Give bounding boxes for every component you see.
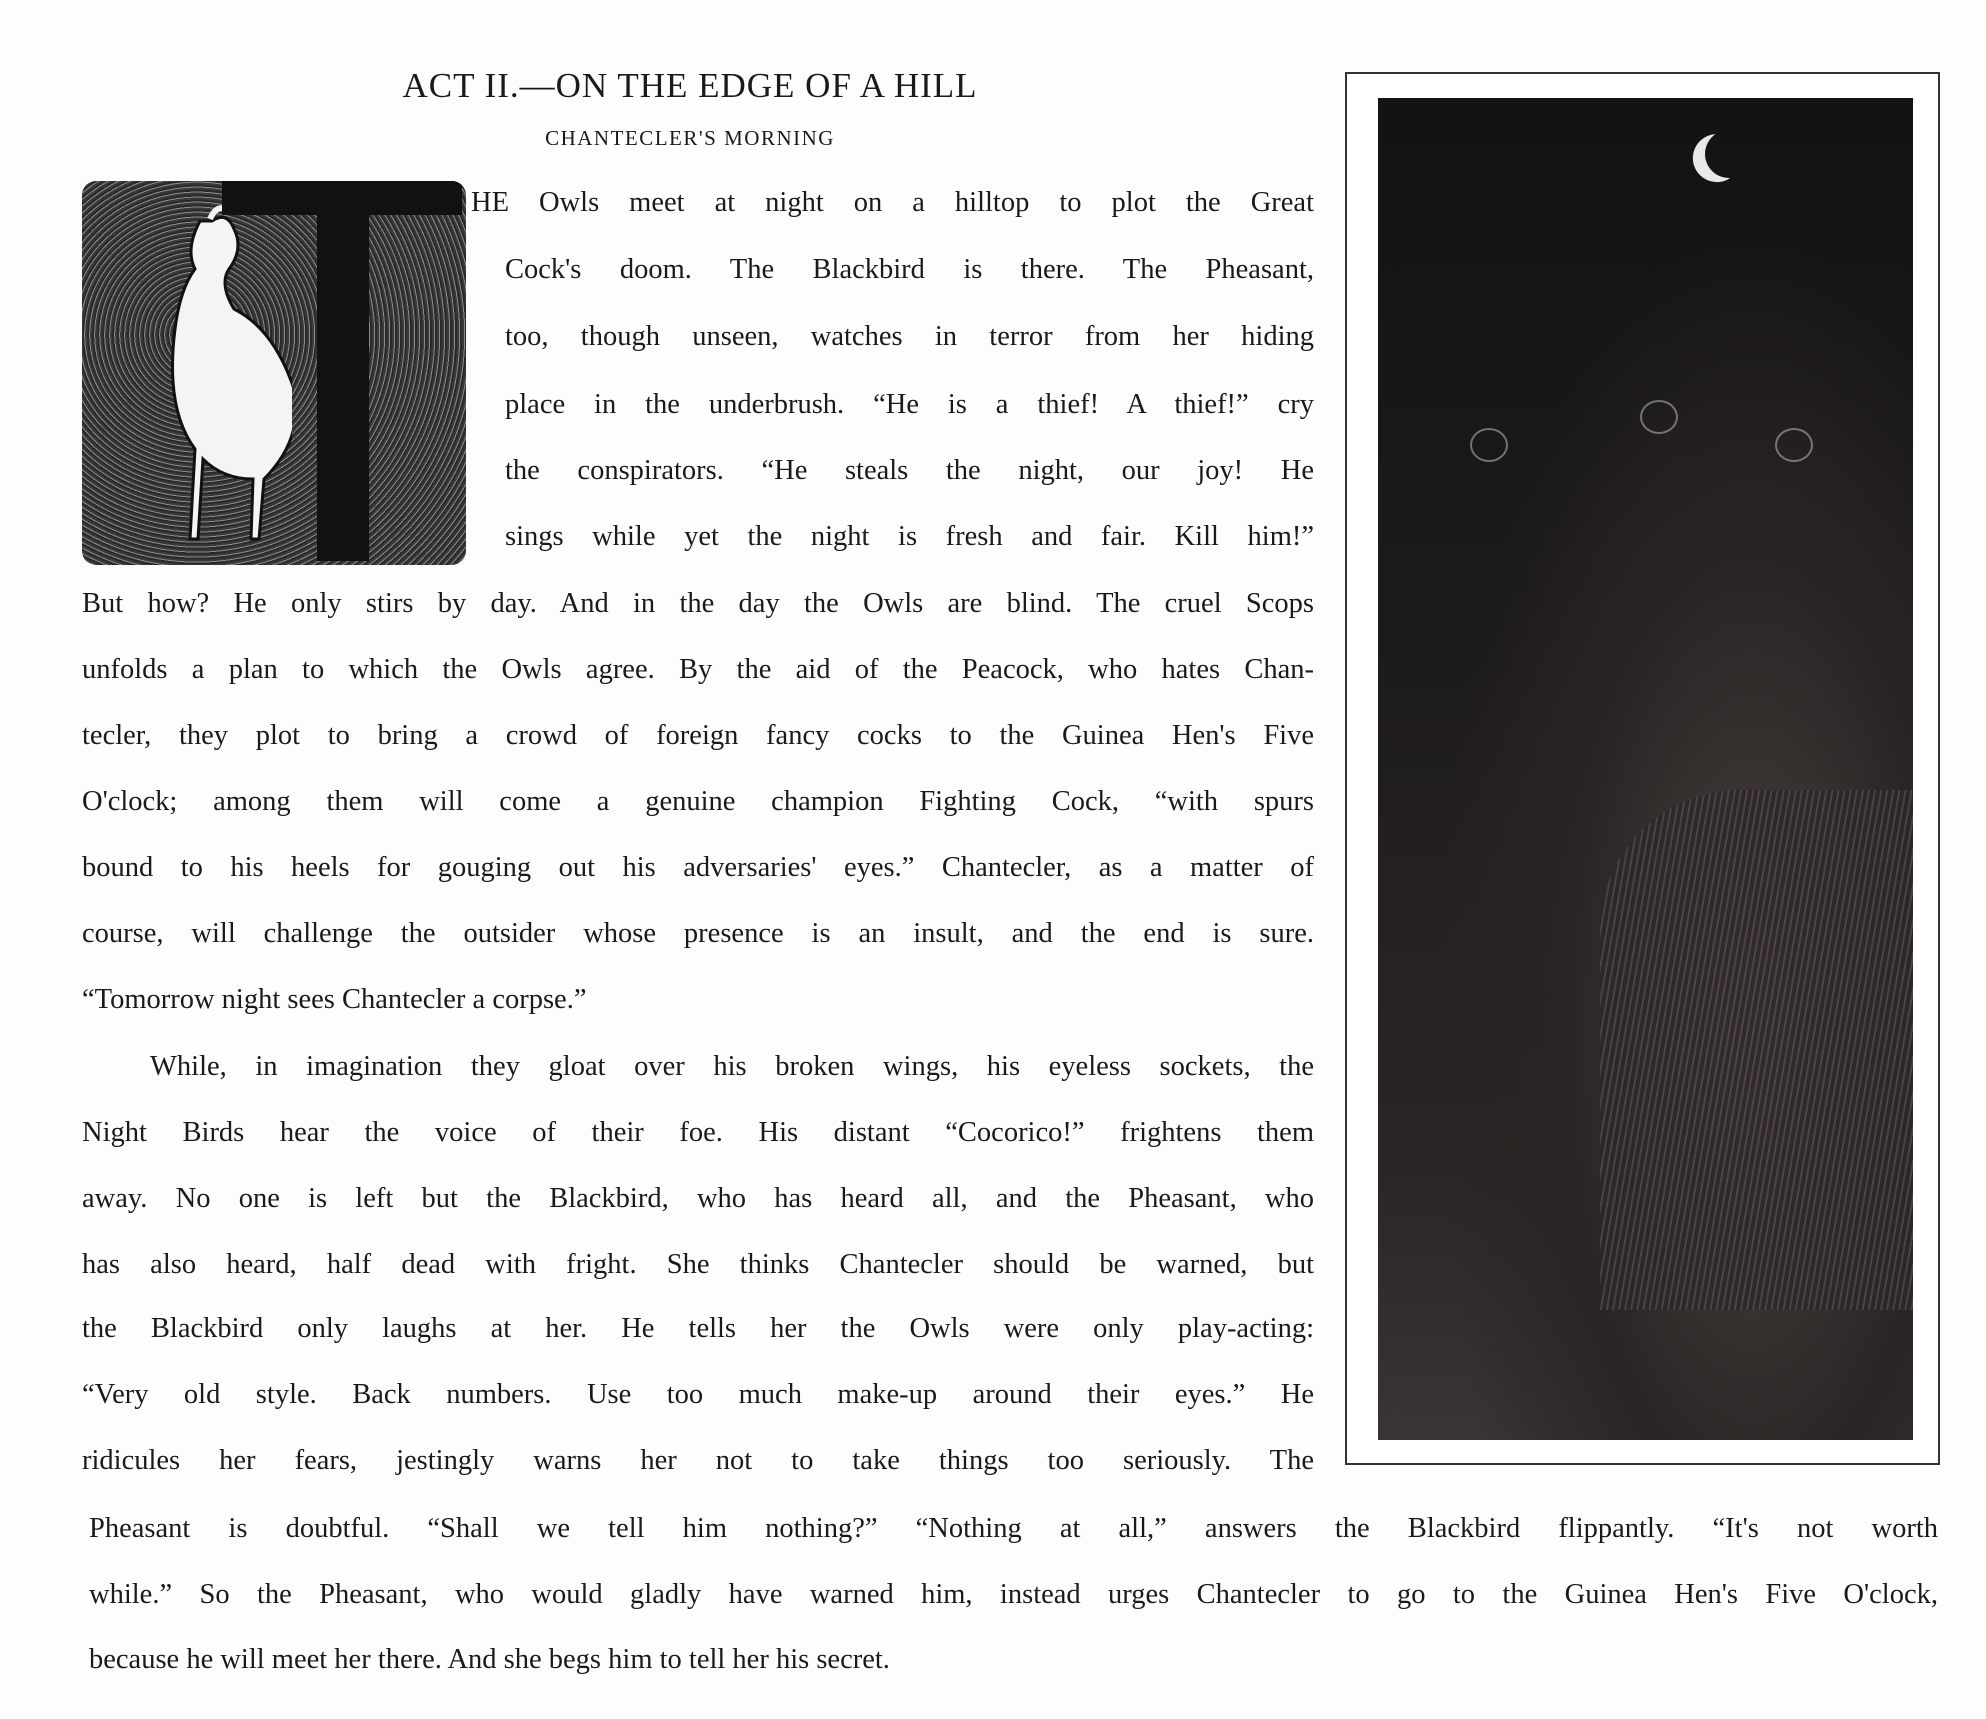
text-line: HE Owls meet at night on a hilltop to plot the Great xyxy=(471,187,1314,218)
text-line: while.” So the Pheasant, who would gladly have warned him, instead urges Chantecler to go to the Guinea Hen's Five O'clock, xyxy=(89,1579,1938,1610)
drop-cap-letter xyxy=(317,181,369,561)
text-line: the conspirators. “He steals the night, our joy! He xyxy=(505,455,1314,486)
chapter-subtitle: CHANTECLER'S MORNING xyxy=(545,126,835,150)
text-line: But how? He only stirs by day. And in the day the Owls are blind. The cruel Scops xyxy=(82,588,1314,619)
owl-eye-icon xyxy=(1470,428,1508,462)
text-line: While, in imagination they gloat over his broken wings, his eyeless sockets, the xyxy=(150,1051,1314,1082)
text-line: away. No one is left but the Blackbird, who has heard all, and the Pheasant, who xyxy=(82,1183,1314,1214)
text-line: bound to his heels for gouging out his adversaries' eyes.” Chantecler, as a matter of xyxy=(82,852,1314,883)
text-line: “Tomorrow night sees Chantecler a corpse.” xyxy=(82,984,587,1015)
text-line: sings while yet the night is fresh and fair. Kill him!” xyxy=(505,521,1314,552)
text-line: unfolds a plan to which the Owls agree. By the aid of the Peacock, who hates Chan- xyxy=(82,654,1314,685)
text-line: ridicules her fears, jestingly warns her not to take things too seriously. The xyxy=(82,1445,1314,1476)
haystack xyxy=(1600,790,1913,1310)
chapter-title: ACT II.—ON THE EDGE OF A HILL xyxy=(402,66,978,105)
rooster-icon xyxy=(142,201,292,561)
text-line: has also heard, half dead with fright. She thinks Chantecler should be warned, but xyxy=(82,1249,1314,1280)
drop-cap-illustration xyxy=(82,181,466,565)
text-line: Pheasant is doubtful. “Shall we tell him nothing?” “Nothing at all,” answers the Blackbird flippantly. “It's not worth xyxy=(89,1513,1938,1544)
text-line: too, though unseen, watches in terror from her hiding xyxy=(505,321,1314,352)
text-line: Cock's doom. The Blackbird is there. The Pheasant, xyxy=(505,254,1314,285)
owl-eye-icon xyxy=(1775,428,1813,462)
text-line: course, will challenge the outsider whose presence is an insult, and the end is sure. xyxy=(82,918,1314,949)
text-line: O'clock; among them will come a genuine champion Fighting Cock, “with spurs xyxy=(82,786,1314,817)
owl-eye-icon xyxy=(1640,400,1678,434)
text-line: the Blackbird only laughs at her. He tells her the Owls were only play-acting: xyxy=(82,1313,1314,1344)
text-line: because he will meet her there. And she begs him to tell her his secret. xyxy=(89,1644,890,1675)
text-line: “Very old style. Back numbers. Use too much make-up around their eyes.” He xyxy=(82,1379,1314,1410)
text-line: place in the underbrush. “He is a thief! A thief!” cry xyxy=(505,389,1314,420)
text-line: Night Birds hear the voice of their foe. His distant “Cocorico!” frightens them xyxy=(82,1117,1314,1148)
text-line: tecler, they plot to bring a crowd of foreign fancy cocks to the Guinea Hen's Five xyxy=(82,720,1314,751)
